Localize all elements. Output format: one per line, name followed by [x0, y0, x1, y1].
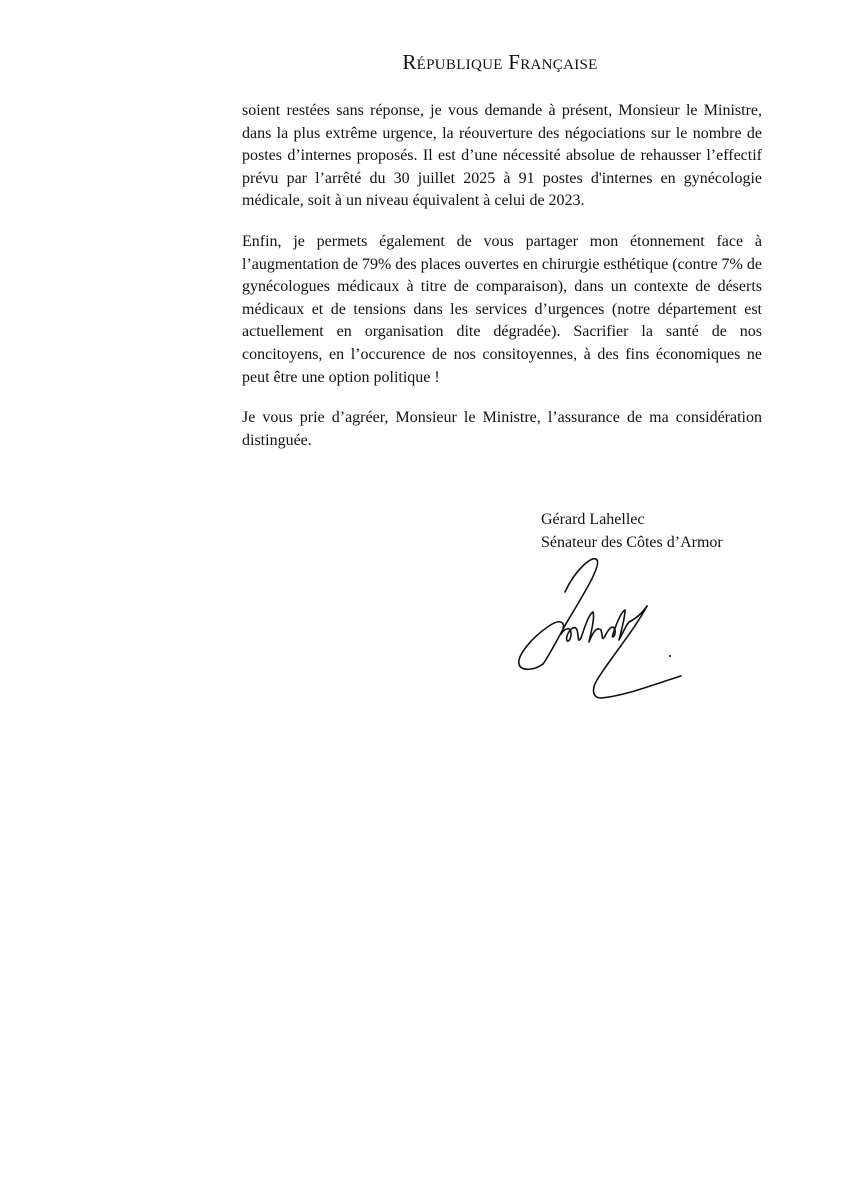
signatory-title: Sénateur des Côtes d’Armor: [541, 533, 723, 551]
handwritten-signature: [505, 552, 695, 712]
signatory-name: Gérard Lahellec: [541, 511, 645, 528]
letter-paragraph-2: Enfin, je permets également de vous partager mon étonnement face à l’augmentation de 79% des places ouvertes en chirurgie esthétique (contre 7% de gynécologues médicaux à titre de comparaison), dans un contexte de déserts médicaux et de tensions dans les services d’urgences (notre département est actuellement en organisation dite dégradée). Sacrifier la santé de nos concitoyens, en l’occurence de nos consitoyennes, à des fins économiques ne peut être une option politique !: [242, 232, 762, 386]
letter-paragraph-1: soient restées sans réponse, je vous demande à présent, Monsieur le Ministre, dans la plus extrême urgence, la réouverture des négociations sur le nombre de postes d’internes proposés. Il est d’une nécessité absolue de rehausser l’effectif prévu par l’arrêté du 30 juillet 2025 à 91 postes d'internes en gynécologie médicale, soit à un niveau équivalent à celui de 2023.: [242, 102, 762, 210]
signature-block: [541, 509, 723, 554]
letter-body: [242, 100, 762, 470]
ink-dot: [669, 655, 671, 657]
letterhead-title: République Française: [402, 50, 598, 74]
letter-paragraph-3: Je vous prie d’agréer, Monsieur le Ministre, l’assurance de ma considération distinguée.: [242, 409, 762, 449]
